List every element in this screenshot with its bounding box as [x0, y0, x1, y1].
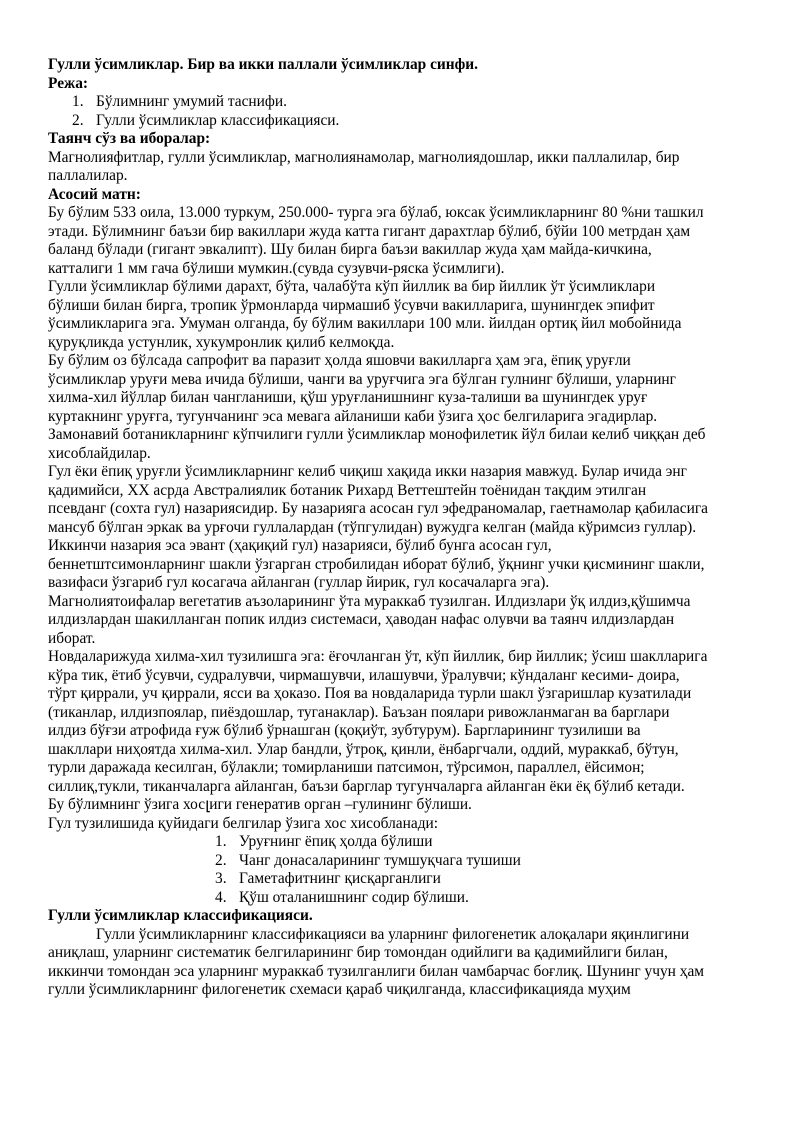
feature-item: 4. Қўш оталанишнинг содир бўлиши.	[215, 888, 469, 906]
paragraph: Гулли ўсимликлар бўлими дарахт, бўта, чалабўта кўп йиллик ва бир йиллик ўт ўсимликлари бўлиши билан бирга, тропик ўрмонларда чирмашиб ўсувчи вакилларига, шунингдек эпифит ўсимликларига эга. Умуман олганда, бу бўлим вакиллари 100 мли. йилдан ортиқ йил мобойнида қуруқликда устунлик, хукумронлик қилиб келмоқда.	[48, 278, 682, 351]
paragraph: Иккинчи назария эса эвант (ҳақиқий гул) назарияси, бўлиб бунга асосан гул, беннетштсимонларнинг шакли ўзгарган стробилидан иборат бўлиб, ўқнинг учки қисмининг шакли, вазифаси ўзгариб гул косагача айланган (гуллар йирик, гул косачаларга эга).	[48, 537, 705, 591]
main-text-heading: Асосий матн:	[48, 185, 141, 203]
feature-item: 2. Чанг донасаларининг тумшуқчага тушиши	[215, 851, 521, 869]
features-list	[48, 833, 708, 907]
plan-heading: Режа:	[48, 74, 89, 92]
plan-item: 1. Бўлимнинг умумий таснифи.	[72, 93, 287, 110]
paragraph: Замонавий ботаникларнинг кўпчилиги гулли ўсимликлар монофилетик йўл билаи келиб чиққан деб хисоблайдилар.	[48, 426, 706, 462]
keywords-heading: Таянч сўз ва иборалар:	[48, 130, 211, 147]
paragraph: Новдаларижуда хилма-хил тузилишга эга: ёғочланган ўт, кўп йиллик, бир йиллик; ўсиш шаклларига кўра тик, ётиб ўсувчи, судралувчи, чирмашувчи, илашувчи, ўралувчи; кўндаланг кесими- доира, тўрт қиррали, уч қиррали, ясси ва ҳоказо. Поя ва новдаларида турли шакл ўзгаришлар кузатилади (тиканлар, илдизпоялар, пиёздошлар, туганаклар). Баъзан поялари ривожланмаган ва барглари илдиз бўғзи атрофида ғуж бўлиб ўрнашган (қоқиўт, зубтурум). Баргларининг тузилиши ва шакллари ниҳоятда хилма-хил. Улар бандли, ўтроқ, қинли, ёнбаргчали, оддий, мураккаб, бўтун, турли даражада кесилган, бўлакли; томирланиши патсимон, тўрсимон, параллел, ёйсимон; силлиқ,тукли, тиканчаларга айланган, баъзи барглар тугунчаларга айланган ёки ёқ бўлиб кетади.	[48, 648, 708, 795]
paragraph: Бу бўлим оз бўлсада сапрофит ва паразит ҳолда яшовчи вакилларга ҳам эга, ёпиқ уруғли ўсимликлар уруғи мева ичида бўлиши, чанги ва уруғчига эга бўлган гулнинг бўлиши, уларнинг хилма-хил йўллар билан чангланиши, қўш уруғланишнинг куза-талиши ва шунингдек уруғ куртакнинг уруғга, тугунчанинг эса мевага айланиши каби ўзига ҳос белгиларига эгадирлар.	[48, 352, 676, 425]
classification-heading: Гулли ўсимликлар классификацияси.	[48, 907, 313, 924]
keywords-text: Магнолияфитлар, гулли ўсимликлар, магнолиянамолар, магнолиядошлар, икки паллалилар, бир паллалилар.	[48, 148, 680, 184]
plan-item: 2. Гулли ўсимликлар классификацияси.	[72, 111, 340, 129]
paragraph: Бу бўлимнинг ўзига хосլиги генератив орган –гулининг бўлиши.	[48, 796, 472, 813]
feature-item: 1. Уруғнинг ёпиқ ҳолда бўлиши	[215, 833, 433, 850]
plan-list	[48, 93, 708, 130]
classification-paragraph: Гулли ўсимликларнинг классификацияси ва уларнинг филогенетик алоқалари яқинлигини аниқлаш, уларнинг систематик белгиларининг бир томондан одийлиги ва қадимийлиги билан, иккинчи томондан эса уларнинг мураккаб тузилганлиги билан чамбарчас боғлиқ. Шунинг учун ҳам гулли ўсимликларнинг филогенетик схемаси қараб чиқилганда, классификацияда муҳим	[48, 925, 705, 998]
paragraph: Гул ёки ёпиқ уруғли ўсимликларнинг келиб чиқиш хақида икки назария мавжуд. Булар ичида энг қадимийси, XX асрда Австралиялик ботаник Рихард Веттештейн тоёнидан тақдим этилган псевданг (сохта гул) назариясидир. Бу назарияга асосан гул эфедраномалар, гаетнамолар қабиласига мансуб бўлган эркак ва урғочи гуллалардан (тўпгулидан) вужудга келган (майда кўримсиз гуллар).	[48, 463, 708, 536]
paragraph: Бу бўлим 533 оила, 13.000 туркум, 250.000- турга эга бўлаб, юксак ўсимликларнинг 80 %ни ташкил этади. Бўлимнинг баъзи бир вакиллари жуда катта гигант дарахтлар бўлиб, бўйи 100 метрдан ҳам баланд бўлади (гигант эвкалипт). Шу билан бирга баъзи вакиллар жуда ҳам майда-кичкина, катталиги 1 мм гача бўлиши мумкин.(сувда сузувчи-ряска ўсимлиги).	[48, 204, 704, 277]
feature-item: 3. Гаметафитнинг қисқарганлиги	[215, 870, 441, 887]
paragraph: Магнолиятоифалар вегетатив аъзоларининг ўта мураккаб тузилган. Илдизлари ўқ илдиз,қўшимча илдизлардан шакилланган попик илдиз системаси, ҳаводан нафас олувчи ва таянч илдизлардан иборат.	[48, 592, 691, 647]
paragraph: Гул тузилишида қуйидаги белгилар ўзига хос хисобланади:	[48, 814, 439, 832]
document-title: Гулли ўсимликлар. Бир ва икки паллали ўсимликлар синфи.	[48, 56, 479, 73]
